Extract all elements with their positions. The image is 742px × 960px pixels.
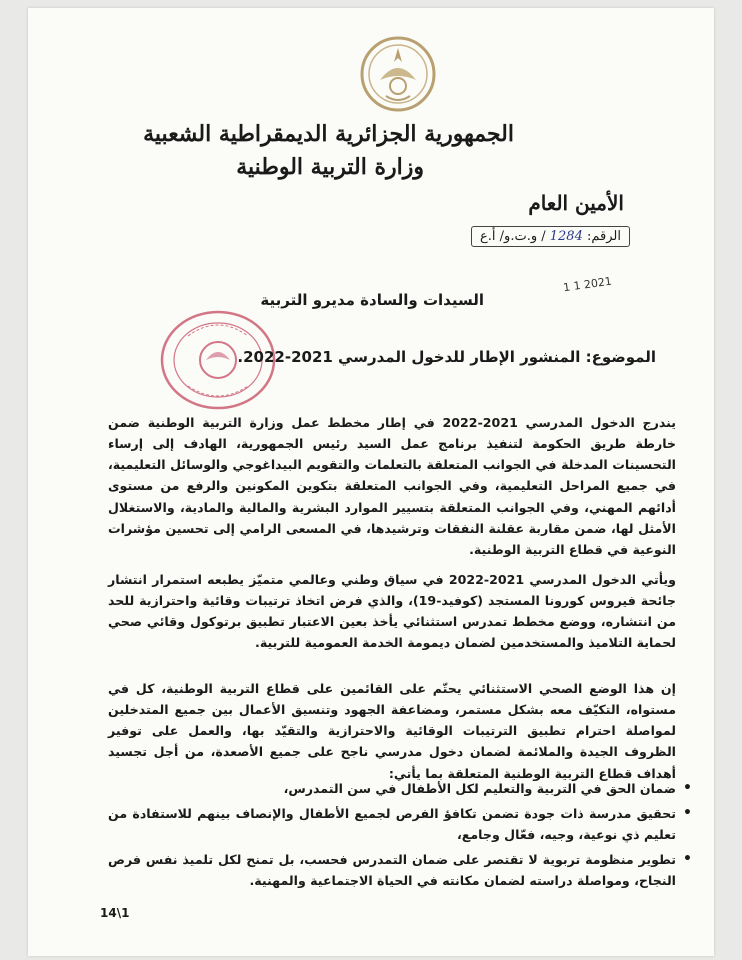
paragraph: ويأتي الدخول المدرسي 2021-2022 في سياق وطني وعالمي متميّز يطبعه استمرار انتشار جائحة فيروس كورونا المستجد (كوفيد-19)، والذي فرض اتخاذ ترتيبات وقائية واحترازية للحد من انتشاره، ووضع مخطط تمدرس استثنائي يأخذ بعين الاعتبار تطبيق برتوكول وقائي صحي لحماية التلاميذ والمستخدمين لضمان ديمومة الخدمة العمومية للتربية. (108, 571, 676, 651)
ministry-name: وزارة التربية الوطنية (236, 154, 424, 180)
republic-name: الجمهورية الجزائرية الديمقراطية الشعبية (143, 121, 514, 147)
subject-line: الموضوع: المنشور الإطار للدخول المدرسي 2021-2022. (237, 348, 656, 366)
list-item: • تحقيق مدرسة ذات جودة تضمن تكافؤ الفرص لجميع الأطفال والإنصاف بينهم للاستفادة من تعليم ذي نوعية، وجيه، فعّال وجامع، (108, 803, 676, 845)
paragraph: يندرج الدخول المدرسي 2021-2022 في إطار مخطط عمل وزارة التربية الوطنية ضمن خارطة طريق الحكومة لتنفيذ برنامج عمل السيد رئيس الجمهورية، الهادف إلى إرساء التحسينات المدخلة في الجوانب المتعلقة بالتعلمات والتقويم البيداغوجي والوسائل التعليمية، في جميع المراحل التعليمية، وفي الجوانب المتعلقة بتكوين المكونين والرفع من مستوى أدائهم المهني، وفي الجوانب المتعلقة بتسيير الموارد البشرية والمالية والمادية، والاستغلال الأمثل لها، ضمن مقاربة عقلنة النفقات وترشيدها، في المسعى الرامي إلى تحسين مؤشرات النوعية في قطاع التربية الوطنية. (108, 414, 676, 558)
document-page (28, 8, 714, 956)
reference-label: الرقم: (587, 229, 621, 244)
page-number: 14\1 (100, 906, 130, 920)
date-mark: 1 1 2021 (562, 274, 613, 295)
objectives-list (108, 778, 694, 895)
reference-handwritten-number: 1284 (549, 229, 583, 244)
list-item: • تطوير منظومة تربوية لا تقتصر على ضمان التمدرس فحسب، بل تمنح لكل تلميذ نفس فرص النجاح، ومواصلة دراسته لضمان مكانته في الحياة الاجتماعية والمهنية. (108, 849, 676, 891)
addressee: السيدات والسادة مديرو التربية (260, 291, 484, 309)
list-item: • ضمان الحق في التربية والتعليم لكل الأطفال في سن التمدرس، (108, 778, 676, 799)
secretary-general: الأمين العام (528, 191, 624, 215)
reference-number (471, 226, 630, 247)
paragraph: إن هذا الوضع الصحي الاستثنائي يحتّم على القائمين على قطاع التربية الوطنية، كل في مستواه، التكيّف معه بشكل مستمر، ومضاعفة الجهود وتنسيق الأعمال بين جميع المتدخلين لمواصلة احترام تطبيق الترتيبات الوقائية والاحترازية والتقيّد بها، والعمل على توفير الظروف الجيدة والملائمة لضمان دخول مدرسي ناجح على جميع الأصعدة، من أجل تجسيد أهداف قطاع التربية الوطنية المتعلقة بما يأتي: (108, 680, 676, 781)
national-emblem-icon (358, 34, 438, 114)
reference-code: / و.ت.و/ أ.ع (480, 229, 546, 244)
